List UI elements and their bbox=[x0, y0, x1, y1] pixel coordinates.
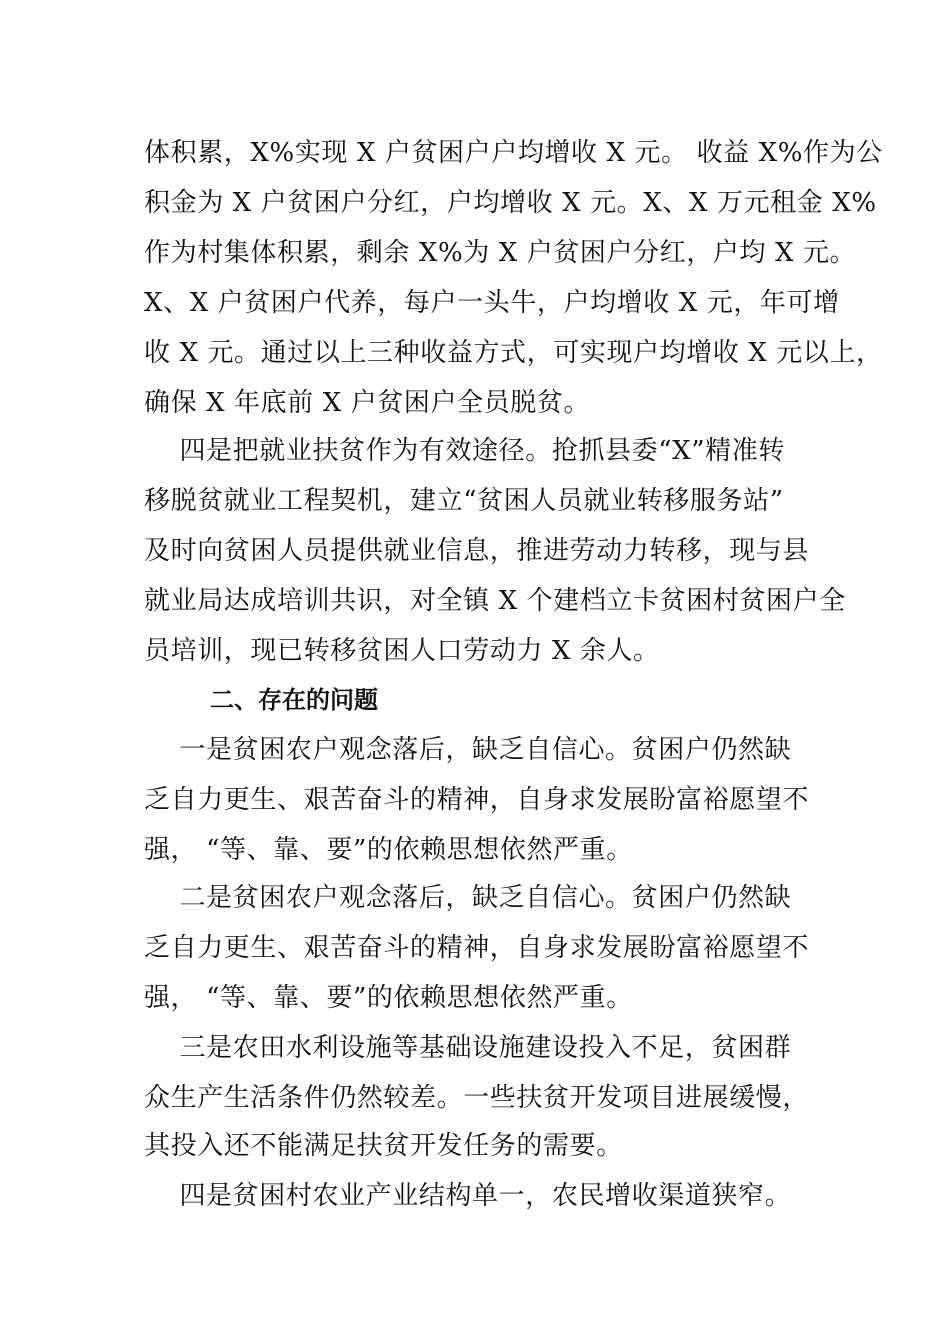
paragraph-line: 体积累，X%实现 X 户贫困户户均增收 X 元。 收益 X%作为公 bbox=[144, 138, 883, 168]
paragraph-line: 确保 X 年底前 X 户贫困户全员脱贫。 bbox=[144, 388, 591, 418]
paragraph-line: 乏自力更生、艰苦奋斗的精神，自身求发展盼富裕愿望不 bbox=[144, 785, 810, 815]
paragraph-line: 就业局达成培训共识，对全镇 X 个建档立卡贫困村贫困户全 bbox=[144, 586, 846, 616]
paragraph-line: X、X 户贫困户代养，每户一头牛，户均增收 X 元，年可增 bbox=[144, 288, 840, 318]
paragraph-line: 四是贫困村农业产业结构单一，农民增收渠道狭窄。 bbox=[144, 1181, 792, 1211]
paragraph-line: 作为村集体积累，剩余 X%为 X 户贫困户分红，户均 X 元。 bbox=[144, 238, 857, 268]
paragraph-line: 一是贫困农户观念落后，缺乏自信心。贫困户仍然缺 bbox=[144, 735, 792, 765]
section-heading: 二、存在的问题 bbox=[210, 686, 378, 714]
paragraph-line: 强， “等、靠、要”的依赖思想依然严重。 bbox=[144, 983, 633, 1013]
paragraph-line: 乏自力更生、艰苦奋斗的精神，自身求发展盼富裕愿望不 bbox=[144, 933, 810, 963]
paragraph-line: 员培训，现已转移贫困人口劳动力 X 余人。 bbox=[144, 636, 660, 666]
paragraph-line: 强， “等、靠、要”的依赖思想依然严重。 bbox=[144, 835, 633, 865]
paragraph-line: 众生产生活条件仍然较差。一些扶贫开发项目进展缓慢， bbox=[144, 1083, 810, 1113]
paragraph-line: 三是农田水利设施等基础设施建设投入不足，贫困群 bbox=[144, 1033, 792, 1063]
paragraph-line: 及时向贫困人员提供就业信息，推进劳动力转移，现与县 bbox=[144, 536, 810, 566]
paragraph-line: 四是把就业扶贫作为有效途径。抢抓县委“X”精准转 bbox=[144, 436, 785, 466]
paragraph-line: 其投入还不能满足扶贫开发任务的需要。 bbox=[144, 1131, 623, 1161]
paragraph-line: 收 X 元。通过以上三种收益方式，可实现户均增收 X 元以上， bbox=[144, 338, 883, 368]
paragraph-line: 移脱贫就业工程契机，建立“贫困人员就业转移服务站” bbox=[144, 486, 784, 516]
paragraph-line: 二是贫困农户观念落后，缺乏自信心。贫困户仍然缺 bbox=[144, 883, 792, 913]
paragraph-line: 积金为 X 户贫困户分红，户均增收 X 元。X、X 万元租金 X% bbox=[144, 188, 877, 218]
